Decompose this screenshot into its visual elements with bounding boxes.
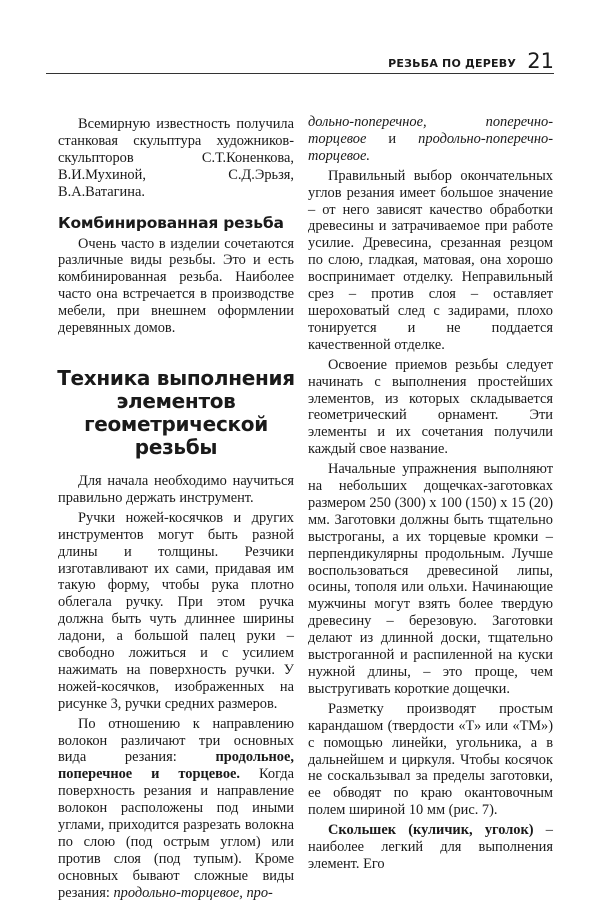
bold-term: продольное, поперечное и торцевое. <box>58 749 294 783</box>
paragraph: Ручки ножей-косячков и других инструментов могут быть разной длины и толщины. Резчики изготавливают их сами, придавая им такую форму, чтобы рука плотно облегала ручку. При этом ручка должна быть чуть длиннее ширины ладони, а большой палец руки – свободно ложиться и с усилием нажимать на поверхность ручки. У ножей-косячков, изображенных на рисунке 3, ручки средних размеров. <box>58 509 294 712</box>
text-run: По отношению к направлению волокон различают три основных вида резания: <box>58 715 294 766</box>
paragraph: Начальные упражнения выполняют на небольших дощечках-заготовках размером 250 (300) х 100 (150) х 15 (20) мм. Заготовки должны быть тщательно выстроганы, а их торцевые кромки – перпендикулярны продольным. Лучше воспользоваться древесиной липы, осины, тополя или ольхи. Начинающие мужчины могут взять более твердую древесину – березовую. Заготовки делают из длинной доски, тщательно выстроганной и распиленной на куски нужной длины, – это проще, чем выстругивать короткие дощечки. <box>308 461 553 697</box>
page-number: 21 <box>527 49 554 73</box>
text-run: и <box>366 130 419 147</box>
left-column <box>58 116 294 902</box>
paragraph: Освоение приемов резьбы следует начинать с выполнения простейших элементов, из которых складывается геометрический орнамент. Эти элементы и их сочетания получили каждый свое название. <box>308 356 553 458</box>
paragraph <box>58 716 294 902</box>
paragraph: Для начала необходимо научиться правильно держать инструмент. <box>58 472 294 506</box>
paragraph <box>308 114 553 165</box>
paragraph: Всемирную известность получила станковая скульптура художников-скульпторов С.Т.Коненкова, В.И.Мухиной, С.Д.Эрьзя, В.А.Ватагина. <box>58 116 294 200</box>
chapter-heading <box>52 367 300 459</box>
right-column <box>308 114 553 873</box>
chapter-heading-line: элементов <box>116 388 236 413</box>
italic-term: продольно-торцевое, про- <box>113 884 273 901</box>
italic-term: дольно-поперечное, поперечно-торцевое <box>308 114 553 147</box>
italic-term: продольно-поперечно-торцевое. <box>308 130 553 164</box>
paragraph: Правильный выбор окончательных углов резания имеет большое значение – от него зависят качество обработки древесины и затрачиваемое при работе усилие. Древесина, срезанная резцом по слою, гладкая, матовая, она хорошо воспринимает отделку. Неправильный срез – против слоя – оставляет шероховатый след с задирами, плохо тонируется и не поддается качественной отделке. <box>308 167 553 353</box>
chapter-heading-line: геометрической резьбы <box>84 411 268 459</box>
bold-term: Скольшек (куличик, уголок) <box>328 822 534 839</box>
paragraph: Разметку производят простым карандашом (твердости «Т» или «ТМ») с помощью линейки, угольника, а в дальнейшем и циркуля. Чтобы косячок не соскальзывал за пределы заготовки, ее обводят по краю окантовочным полем шириной 10 мм (рис. 7). <box>308 700 553 819</box>
chapter-heading-line: Техника выполнения <box>57 365 295 390</box>
running-title: РЕЗЬБА ПО ДЕРЕВУ <box>388 57 516 70</box>
text-run: Когда поверхность резания и направление волокон расположены под иными углами, приходится разрезать волокна по слою (под острым углом) или против слоя (под тупым). Кроме основных бывают сложные виды резания: <box>58 766 294 901</box>
paragraph: Очень часто в изделии сочетаются различные виды резьбы. Это и есть комбинированная резьба. Наиболее часто она встречается в производстве мебели, при внешнем оформлении деревянных домов. <box>58 235 294 337</box>
section-heading: Комбинированная резьба <box>58 213 284 232</box>
running-header <box>46 46 554 74</box>
text-run: – наиболее легкий для выполнения элемент. Его <box>308 822 553 872</box>
paragraph <box>308 822 553 873</box>
